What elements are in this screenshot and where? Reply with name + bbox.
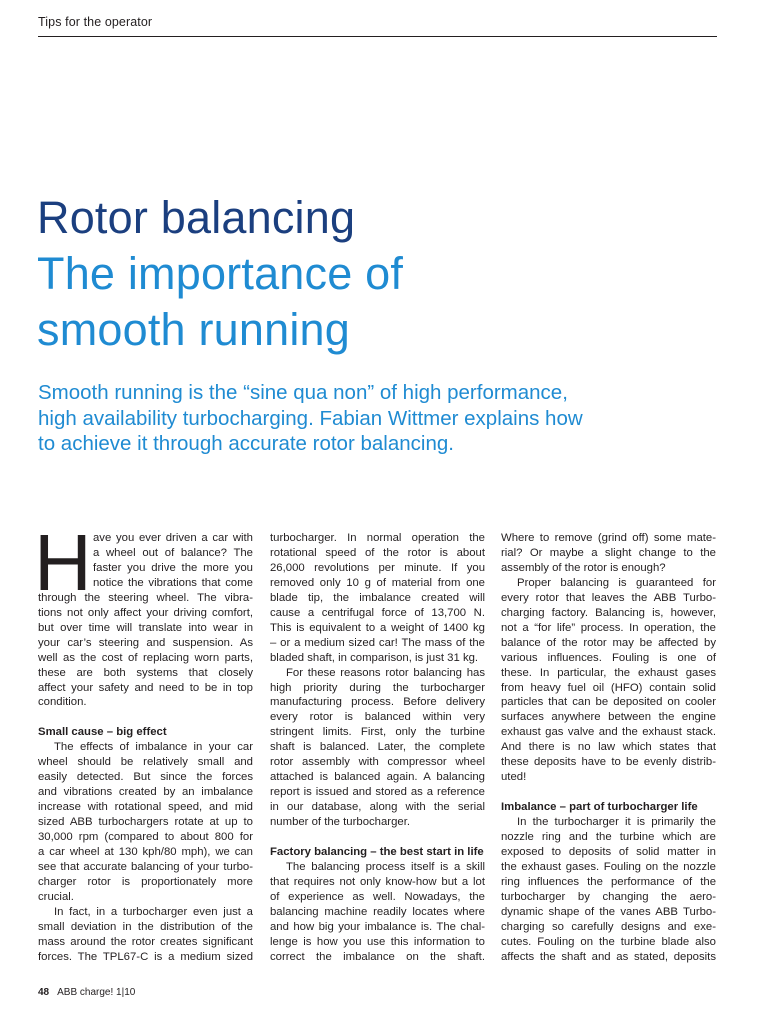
body-line: report is issued and stored as a reference [270,786,485,799]
subheading: Small cause – big effect [38,726,167,739]
body-line: wheel should be relatively small and [38,756,253,769]
body-line: tions not only affect your driving comfort, [38,606,253,619]
body-line: various influences. Fouling is one of [501,651,716,664]
body-line: these. In particular, the exhaust gases [501,666,716,679]
body-line: The balancing process itself is a skill [286,861,485,874]
page-footer [38,987,135,998]
body-line: And there is no law which states that [501,741,716,754]
body-line: and how big your imbalance is. The chal- [270,920,485,933]
body-column-1 [38,531,253,965]
body-line: your car’s steering and suspension. As [38,636,253,649]
body-line: mass around the rotor creates significant [38,935,253,948]
body-line: of experience as well. Nowadays, the [270,890,485,903]
body-line: surfaces anywhere between the engine [501,711,716,724]
body-column-2 [270,531,485,965]
body-line: stringent limits. First, only the turbine [270,726,485,739]
body-line: in our database, along with the serial [270,801,485,814]
body-line: notice the vibrations that come [93,576,253,589]
body-line: cause a centrifugal force of 13,700 N. [270,606,485,619]
drop-cap: H [34,518,92,607]
body-line: every rotor is balanced within very [270,711,485,724]
body-line: Proper balancing is guaranteed for [517,576,716,589]
body-line: that requires not only know-how but a lot [270,875,485,888]
body-line: the exhaust gases. Fouling on the nozzle [501,861,716,874]
body-line: increase with rotational speed, and mid [38,801,253,814]
body-line: 30,000 rpm (compared to about 800 for [38,831,253,844]
body-line: these deposits have to be evenly distrib- [501,756,716,769]
body-line: turbocharger by changing the aero- [501,890,716,903]
body-line: correct the imbalance on the shaft. [270,950,485,963]
lead-line: Smooth running is the “sine qua non” of high performance, [38,381,568,404]
lead-line: to achieve it through accurate rotor balancing. [38,432,454,455]
body-line: rial? Or maybe a slight change to the [501,546,716,559]
lead-line: high availability turbocharging. Fabian Wittmer explains how [38,406,583,430]
body-line: ring influences the performance of the [501,875,716,888]
publication-name: ABB charge! 1|10 [57,987,136,998]
body-line: shaft is balanced. Later, the complete [270,741,485,754]
body-line: these are both systems that closely [38,666,253,679]
body-line: 26,000 revolutions per minute. If you [270,561,485,574]
body-line: ave you ever driven a car with [93,532,253,544]
subheading: Factory balancing – the best start in life [270,846,484,859]
body-line: charging factory. Balancing is, however, [501,606,716,619]
body-line: assembly of the rotor is enough? [501,561,666,574]
body-line: condition. [38,696,87,709]
body-line: rotational speed of the rotor is about [270,546,485,559]
title-line-2: The importance of [37,248,404,299]
body-line: not a “for life” process. In operation, the [501,621,716,634]
body-line: For these reasons rotor balancing has [286,666,485,679]
body-column-3 [501,531,716,965]
section-label: Tips for the operator [38,15,153,29]
body-line: exhaust gas valve and the exhaust stack. [501,726,716,739]
body-line: exposed to deposits of solid matter in [501,846,716,859]
body-line: small deviation in the distribution of the [38,920,253,933]
body-line: number of the turbocharger. [270,816,410,829]
page-number: 48 [38,987,50,998]
body-line: lenge is how you use this information to [270,935,485,948]
body-line: turbocharger. In normal operation the [270,532,485,544]
body-line: affects the shaft and as stated, deposits [501,950,716,963]
body-line: In fact, in a turbocharger even just a [54,905,253,918]
body-line: This is equivalent to a weight of 1400 kg [270,621,485,634]
body-line: rotor assembly with compressor wheel [270,756,485,769]
body-line: crucial. [38,890,74,903]
body-line: nozzle ring and the turbine which are [501,831,716,844]
body-line: but over time will translate into wear in [38,621,253,634]
body-line: forces. The TPL67-C is a medium sized [38,950,253,963]
body-line: well as the cost of replacing worn parts, [38,651,253,664]
body-line: balance of the rotor may be affected by [501,636,716,649]
body-line: bladed shaft, in comparison, is just 31 kg. [270,651,479,664]
article-title [37,190,727,358]
body-line: see that accurate balancing of your turbo- [38,861,253,874]
body-line: particles that can be deposited on cooler [501,696,716,709]
body-line: removed only 10 g of material from one [270,576,485,589]
body-line: manufacturing process. Before delivery [270,696,485,709]
body-line: charger rotor is proportionately more [38,875,253,888]
body-line: Where to remove (grind off) some mate- [501,532,716,544]
body-line: from heavy fuel oil (HFO) contain solid [501,681,716,694]
body-line: through the steering wheel. The vibra- [38,591,253,604]
body-line: blade tip, the imbalance created will [270,591,485,604]
body-line: dynamic shape of the vanes ABB Turbo- [501,905,716,918]
body-line: high priority during the turbocharger [270,681,485,694]
body-line: sized ABB turbochargers rotate at up to [38,816,253,829]
title-line-1: Rotor balancing [37,192,356,243]
body-line: – or a medium sized car! The mass of the [270,636,485,649]
lead-paragraph [38,380,728,457]
body-line: and vibrations created by an imbalance [38,786,253,799]
subheading: Imbalance – part of turbocharger life [501,801,698,814]
body-line: cutes. Fouling on the turbine blade also [501,935,716,948]
body-line: uted! [501,771,527,784]
title-line-3: smooth running [37,304,350,355]
body-line: charging so carefully designs and exe- [501,920,716,933]
header-rule [38,36,717,37]
body-line: easily detected. But since the forces [38,771,253,784]
body-line: faster you drive the more you [93,561,253,574]
body-line: balancing machine readily locates where [270,905,485,918]
body-line: a wheel out of balance? The [93,546,253,559]
body-line: every rotor that leaves the ABB Turbo- [501,591,716,604]
body-line: affect your safety and need to be in top [38,681,253,694]
body-line: The effects of imbalance in your car [54,741,253,754]
body-line: In the turbocharger it is primarily the [517,816,716,829]
body-line: a car wheel at 130 kph/80 mph), we can [38,846,253,859]
body-line: attached is balanced again. A balancing [270,771,485,784]
